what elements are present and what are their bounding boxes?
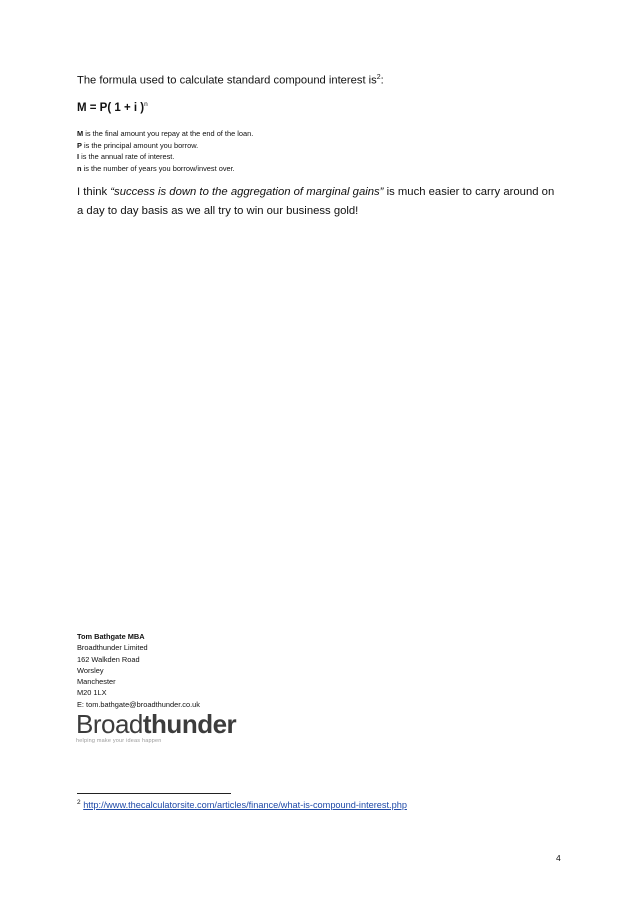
definition-text: is the number of years you borrow/invest over. bbox=[81, 163, 235, 173]
footnote bbox=[77, 799, 407, 810]
logo-bold-part: thunder bbox=[142, 709, 237, 739]
definition-text: is the principal amount you borrow. bbox=[81, 140, 199, 150]
paragraph-lead: I think bbox=[77, 186, 111, 198]
formula-exponent: n bbox=[144, 101, 148, 108]
compound-interest-formula bbox=[77, 101, 148, 114]
contact-email[interactable]: E: tom.bathgate@broadthunder.co.uk bbox=[77, 699, 200, 709]
definition-row bbox=[77, 163, 253, 175]
marginal-gains-paragraph bbox=[77, 183, 562, 221]
paragraph-quote: “success is down to the aggregation of marginal gains” bbox=[110, 186, 384, 198]
logo-tagline: helping make your ideas happen bbox=[76, 738, 162, 744]
footnote-number: 2 bbox=[77, 799, 81, 806]
logo-light-part: Broad bbox=[76, 709, 143, 739]
definition-text: is the final amount you repay at the end of the loan. bbox=[83, 129, 254, 138]
address-street: 162 Walkden Road bbox=[77, 654, 140, 664]
footnote-reference[interactable]: 2 bbox=[376, 74, 381, 81]
address-town: Worsley bbox=[77, 665, 104, 675]
signature-block bbox=[77, 631, 200, 710]
intro-suffix: : bbox=[380, 74, 384, 87]
author-name: Tom Bathgate MBA bbox=[77, 632, 145, 641]
paragraph-rest: is much easier to carry around on a day to day basis as we all try to win our business gold! bbox=[77, 186, 555, 217]
formula-definitions bbox=[77, 128, 253, 174]
intro-text: The formula used to calculate standard compound interest is bbox=[77, 74, 377, 87]
footnote-link[interactable]: http://www.thecalculatorsite.com/articles/finance/what-is-compound-interest.php bbox=[83, 800, 407, 811]
definition-row bbox=[77, 151, 253, 163]
formula-main: M = P( 1 + i ) bbox=[77, 101, 145, 114]
definition-symbol: I bbox=[77, 152, 80, 162]
definition-row bbox=[77, 140, 253, 152]
footnote-separator bbox=[77, 793, 231, 794]
intro-sentence bbox=[77, 74, 384, 87]
logo-wordmark bbox=[76, 711, 236, 737]
broadthunder-logo bbox=[76, 711, 236, 744]
definition-symbol: P bbox=[77, 140, 82, 150]
definition-symbol: n bbox=[77, 163, 82, 173]
definition-row bbox=[77, 128, 253, 140]
address-postcode: M20 1LX bbox=[77, 688, 107, 698]
company-name: Broadthunder Limited bbox=[77, 643, 148, 653]
definition-text: is the annual rate of interest. bbox=[79, 152, 175, 162]
address-city: Manchester bbox=[77, 677, 116, 687]
definition-symbol: M bbox=[77, 129, 84, 138]
page-number: 4 bbox=[556, 853, 561, 863]
